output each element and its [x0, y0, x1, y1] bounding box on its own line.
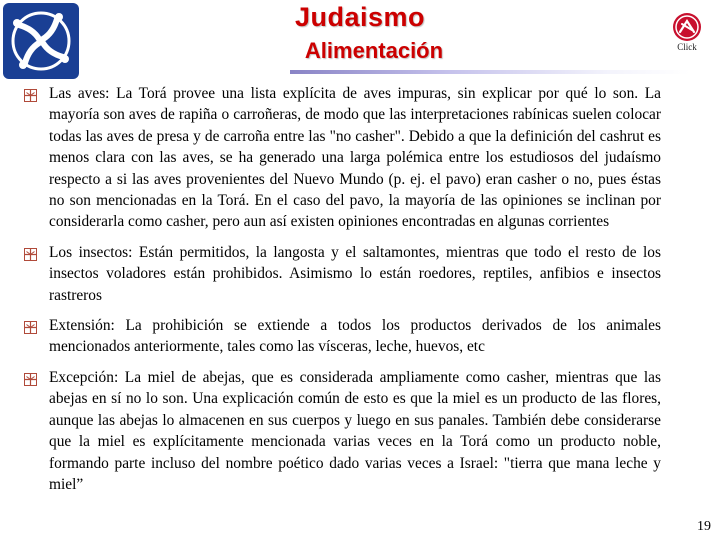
- click-nav-icon: [672, 12, 702, 42]
- bullet-aves: [24, 83, 661, 233]
- page-number: 19: [697, 519, 711, 534]
- bullet-text: Los insectos: Están permitidos, la langosta y el saltamontes, mientras que todo el resto de los insectos voladores están prohibidos. Asimismo lo están roedores, reptiles, anfibios e insectos rastreros: [49, 243, 661, 304]
- page-title: Judaismo: [294, 2, 426, 32]
- bullet-marker-icon: [24, 87, 37, 100]
- page-subtitle: Alimentación: [304, 38, 444, 63]
- bullet-insectos: [24, 242, 661, 306]
- bullet-text: Excepción: La miel de abejas, que es considerada ampliamente como casher, mientras que las abejas en sí no lo son. Una explicación común de esto es que la miel es un producto de las flores, aunque las abejas lo almacenen en sus cuerpos y luego en sus panales. También debe considerarse que la miel es explícitamente mencionada varias veces en la Torá como un producto noble, formando parte incluso del nombre poético dado varias veces a Israel: "tierra que mana leche y miel”: [49, 368, 661, 493]
- bullet-marker-icon: [24, 319, 37, 332]
- bullet-excepcion: [24, 367, 661, 495]
- title-underline: [290, 70, 690, 74]
- bullet-text: Extensión: La prohibición se extiende a todos los productos derivados de los animales mencionados anteriormente, tales como las vísceras, leche, huevos, etc: [49, 317, 661, 356]
- bullet-list: [24, 83, 661, 504]
- bullet-marker-icon: [24, 246, 37, 259]
- click-nav-button[interactable]: [671, 12, 703, 52]
- bullet-extension: [24, 315, 661, 358]
- bullet-marker-icon: [24, 371, 37, 384]
- bullet-text: Las aves: La Torá provee una lista explícita de aves impuras, sin explicar por qué lo son. La mayoría son aves de rapiña o carroñeras, de modo que las interpretaciones rabínicas suelen colocar todas las aves de presa y de carroña entre las "no casher". Debido a que la definición del cashrut es menos clara con las aves, se ha generado una larga polémica entre los estudiosos del judaísmo respecto a si las aves provenientes del Nuevo Mundo (p. ej. el pavo) eran casher o no, pues éstas no son mencionadas en la Torá. En el caso del pavo, la mayoría de las opiniones se inclinan por considerarla como casher, pero aun así existen opiniones encontradas en algunas corrientes: [49, 85, 661, 231]
- click-label: Click: [677, 42, 697, 52]
